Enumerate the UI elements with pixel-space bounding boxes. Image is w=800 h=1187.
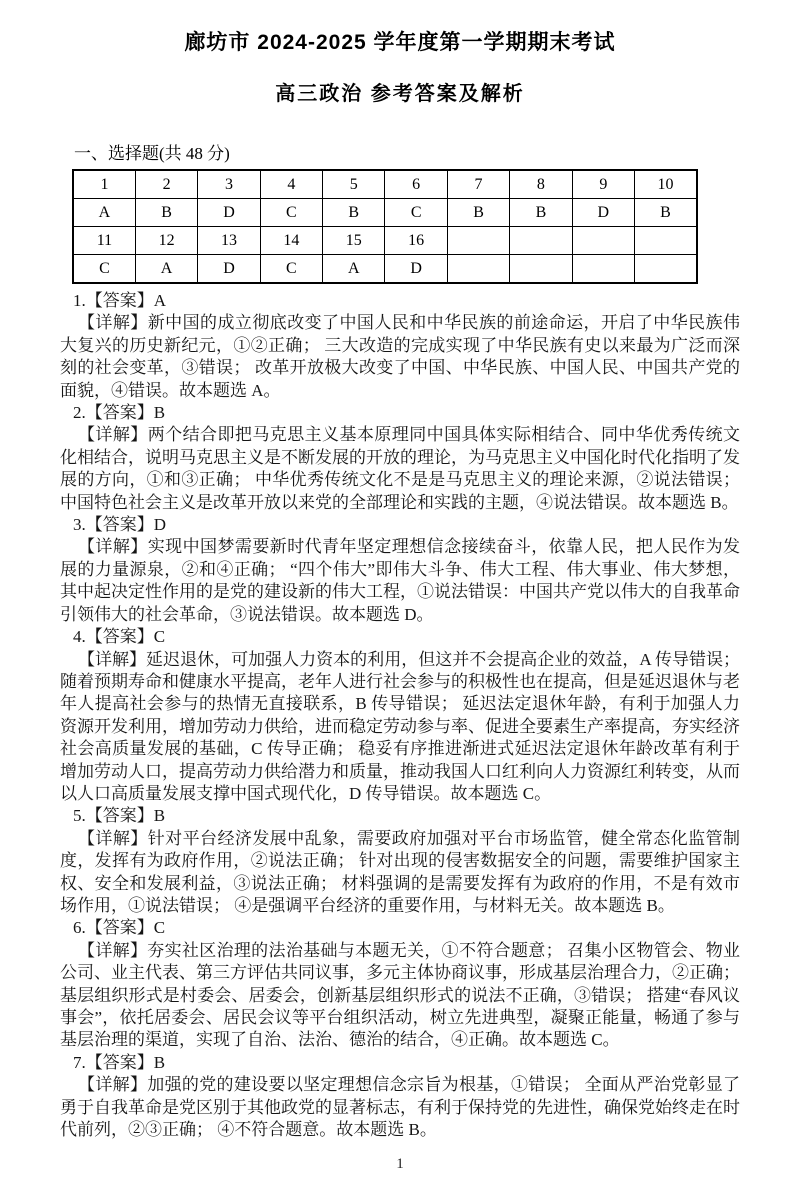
item-detail: [60, 424, 740, 514]
answer-value: C: [153, 918, 166, 938]
answer-label: 【答案】: [85, 806, 154, 826]
table-cell: D: [572, 199, 634, 227]
detail-text: 延迟退休，可加强人力资本的利用，但这并不会提高企业的效益，A 传导错误； 随着预期寿命和健康水平提高，老年人进行社会参与的积极性也在提高，但是延迟退休与老年人提高社会参与的热情无直接联系，B 传导错误； 延迟法定退休年龄，有利于加强人力资源开发利用，增加劳动力供给，进而稳定劳动参与率、促进全要素生产率提高，夯实经济社会高质量发展的基础，C 传导正确； 稳妥有序推进渐进式延迟法定退休年龄改革有利于增加劳动人口，提高劳动力供给潜力和质量，推动我国人口红利向人力资源红利转变，从而以人口高质量发展支撑中国式现代化，D 传导错误。故本题选 C。: [60, 649, 740, 803]
detail-label: 【详解】: [78, 1075, 148, 1095]
detail-label: 【详解】: [78, 537, 148, 557]
page-title: 廊坊市 2024-2025 学年度第一学期期末考试: [184, 31, 616, 54]
item-number: 5.: [73, 806, 86, 826]
table-cell: B: [635, 199, 697, 227]
table-cell: 9: [572, 170, 634, 199]
answer-explanations: [60, 290, 740, 1141]
table-cell: A: [323, 255, 385, 284]
table-cell: 7: [447, 170, 509, 199]
table-cell: 4: [260, 170, 322, 199]
table-cell: 8: [510, 170, 572, 199]
item-detail: [60, 312, 740, 402]
table-cell: A: [135, 255, 197, 284]
table-cell: D: [198, 255, 260, 284]
table-cell: 13: [198, 227, 260, 255]
table-cell: [635, 255, 697, 284]
item-number: 2.: [73, 403, 86, 423]
item-answer-line: [60, 1052, 740, 1074]
answer-value: A: [153, 291, 167, 310]
section-heading: 一、选择题(共 48 分): [74, 144, 230, 163]
table-cell: 12: [135, 227, 197, 255]
answer-item: [60, 626, 740, 805]
table-cell: A: [73, 199, 135, 227]
table-cell: C: [260, 255, 322, 284]
answer-value: B: [153, 806, 166, 826]
item-answer-line: [60, 626, 740, 648]
table-cell: C: [385, 199, 447, 227]
detail-text: 加强的党的建设要以坚定理想信念宗旨为根基，①错误； 全面从严治党彰显了勇于自我革命是党区别于其他政党的显著标志，有利于保持党的先进性，确保党始终走在时代前列，②③正确； ④不符合题意。故本题选 B。: [60, 1075, 741, 1140]
item-detail: [60, 649, 740, 806]
table-row: [73, 170, 697, 199]
table-cell: [447, 255, 509, 284]
answer-label: 【答案】: [85, 403, 154, 423]
answer-item: [60, 805, 740, 917]
table-cell: 11: [73, 227, 135, 255]
answer-value: B: [153, 403, 166, 423]
answer-item: [60, 514, 740, 626]
table-cell: B: [135, 199, 197, 227]
table-cell: 5: [323, 170, 385, 199]
answer-label: 【答案】: [85, 1052, 154, 1072]
table-cell: B: [447, 199, 509, 227]
table-cell: B: [510, 199, 572, 227]
answer-item: [60, 402, 740, 514]
answer-label: 【答案】: [85, 291, 154, 310]
table-cell: 3: [198, 170, 260, 199]
item-answer-line: [60, 402, 740, 424]
answer-label: 【答案】: [85, 515, 154, 535]
detail-label: 【详解】: [78, 313, 148, 333]
detail-text: 实现中国梦需要新时代青年坚定理想信念接续奋斗，依靠人民，把人民作为发展的力量源泉，②和④正确； “四个伟大”即伟大斗争、伟大工程、伟大事业、伟大梦想，其中起决定性作用的是党的建设新的伟大工程，①说法错误：中国共产党以伟大的自我革命引领伟大的社会革命，③说法错误。故本题选 D。: [60, 537, 741, 624]
table-cell: 1: [73, 170, 135, 199]
detail-text: 夯实社区治理的法治基础与本题无关，①不符合题意； 召集小区物管会、物业公司、业主代表、第三方评估共同议事，多元主体协商议事，形成基层治理合力，②正确； 基层组织形式是村委会、居委会，创新基层组织形式的说法不正确，③错误； 搭建“春风议事会”，依托居委会、居民会议等平台组织活动，树立先进典型，凝聚正能量，畅通了参与基层治理的渠道，实现了自治、法治、德治的结合，④正确。故本题选 C。: [60, 940, 741, 1050]
table-row: [73, 199, 697, 227]
answer-item: [60, 917, 740, 1051]
answer-item: [60, 290, 740, 402]
table-cell: 15: [323, 227, 385, 255]
answer-label: 【答案】: [85, 627, 154, 647]
table-cell: D: [198, 199, 260, 227]
item-detail: [60, 940, 740, 1052]
page-number: 1: [396, 1156, 404, 1172]
table-cell: [447, 227, 509, 255]
detail-label: 【详解】: [78, 940, 148, 960]
table-cell: [510, 255, 572, 284]
table-cell: C: [260, 199, 322, 227]
table-cell: B: [323, 199, 385, 227]
item-answer-line: [60, 917, 740, 939]
item-number: 1.: [73, 291, 86, 310]
answer-table: [72, 169, 698, 284]
table-cell: 2: [135, 170, 197, 199]
detail-label: 【详解】: [78, 425, 148, 445]
detail-text: 两个结合即把马克思主义基本原理同中国具体实际相结合、同中华优秀传统文化相结合，说明马克思主义是不断发展的开放的理论，为马克思主义中国化时代化指明了发展的方向，①和③正确； 中华优秀传统文化不是是马克思主义的理论来源，②说法错误； 中国特色社会主义是改革开放以来党的全部理论和实践的主题，④说法错误。故本题选 B。: [60, 425, 741, 512]
item-answer-line: [60, 514, 740, 536]
table-row: [73, 255, 697, 284]
table-cell: 16: [385, 227, 447, 255]
answer-value: B: [153, 1052, 166, 1072]
item-answer-line: [60, 805, 740, 827]
item-detail: [60, 828, 740, 918]
detail-text: 新中国的成立彻底改变了中国人民和中华民族的前途命运，开启了中华民族伟大复兴的历史新纪元，①②正确； 三大改造的完成实现了中华民族有史以来最为广泛而深刻的社会变革，③错误； 改革开放极大改变了中国、中华民族、中国人民、中国共产党的面貌，④错误。故本题选 A。: [60, 313, 741, 400]
answer-value: C: [153, 627, 166, 647]
item-number: 4.: [73, 627, 86, 647]
table-cell: 6: [385, 170, 447, 199]
detail-label: 【详解】: [78, 828, 148, 848]
answer-item: [60, 1052, 740, 1142]
item-answer-line: [60, 290, 740, 312]
item-number: 3.: [73, 515, 86, 535]
table-row: [73, 227, 697, 255]
table-cell: [572, 255, 634, 284]
table-cell: [635, 227, 697, 255]
item-number: 7.: [73, 1052, 86, 1072]
item-detail: [60, 536, 740, 626]
table-cell: 10: [635, 170, 697, 199]
item-detail: [60, 1074, 740, 1141]
detail-label: 【详解】: [78, 649, 147, 669]
answer-value: D: [153, 515, 167, 535]
detail-text: 针对平台经济发展中乱象，需要政府加强对平台市场监管，健全常态化监管制度，发挥有为政府作用，②说法正确； 针对出现的侵害数据安全的问题，需要维护国家主权、安全和发展利益，③说法正确； 材料强调的是需要发挥有为政府的作用，不是有效市场作用，①说法错误； ④是强调平台经济的重要作用，与材料无关。故本题选 B。: [60, 828, 741, 915]
table-cell: 14: [260, 227, 322, 255]
table-cell: D: [385, 255, 447, 284]
table-cell: [572, 227, 634, 255]
answer-label: 【答案】: [85, 918, 154, 938]
table-cell: C: [73, 255, 135, 284]
table-cell: [510, 227, 572, 255]
page-subtitle: 高三政治 参考答案及解析: [275, 83, 525, 105]
item-number: 6.: [73, 918, 86, 938]
